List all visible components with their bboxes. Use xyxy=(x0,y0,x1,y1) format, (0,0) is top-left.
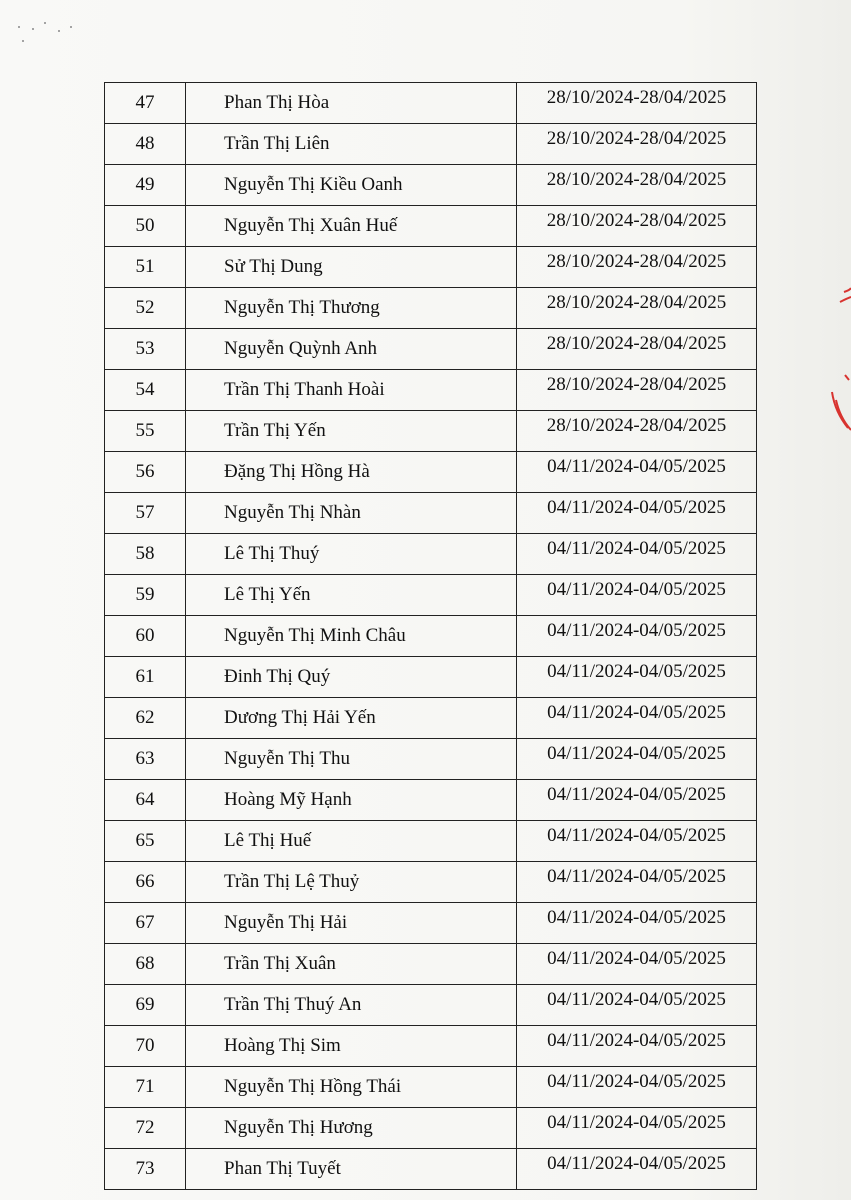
person-name: Phan Thị Tuyết xyxy=(186,1149,517,1190)
employment-period: 04/11/2024-04/05/2025 xyxy=(517,821,757,862)
person-name: Nguyễn Thị Thu xyxy=(186,739,517,780)
employment-period: 28/10/2024-28/04/2025 xyxy=(517,124,757,165)
row-number: 72 xyxy=(105,1108,186,1149)
table-row xyxy=(105,698,757,739)
row-number: 56 xyxy=(105,452,186,493)
employment-period: 04/11/2024-04/05/2025 xyxy=(517,1026,757,1067)
person-name: Trần Thị Thanh Hoài xyxy=(186,370,517,411)
person-name: Nguyễn Thị Xuân Huế xyxy=(186,206,517,247)
table-row xyxy=(105,165,757,206)
row-number: 65 xyxy=(105,821,186,862)
table-row xyxy=(105,534,757,575)
person-name: Trần Thị Liên xyxy=(186,124,517,165)
row-number: 68 xyxy=(105,944,186,985)
person-name: Trần Thị Xuân xyxy=(186,944,517,985)
person-name: Hoàng Thị Sim xyxy=(186,1026,517,1067)
person-name: Phan Thị Hòa xyxy=(186,83,517,124)
person-name: Trần Thị Lệ Thuỷ xyxy=(186,862,517,903)
person-name: Nguyễn Thị Hải xyxy=(186,903,517,944)
row-number: 57 xyxy=(105,493,186,534)
employment-period: 28/10/2024-28/04/2025 xyxy=(517,247,757,288)
employment-period: 28/10/2024-28/04/2025 xyxy=(517,411,757,452)
person-name: Nguyễn Thị Hồng Thái xyxy=(186,1067,517,1108)
employment-period: 04/11/2024-04/05/2025 xyxy=(517,985,757,1026)
table-row xyxy=(105,944,757,985)
table-row xyxy=(105,124,757,165)
employment-period: 04/11/2024-04/05/2025 xyxy=(517,616,757,657)
row-number: 67 xyxy=(105,903,186,944)
table-row xyxy=(105,821,757,862)
row-number: 59 xyxy=(105,575,186,616)
row-number: 66 xyxy=(105,862,186,903)
person-name: Lê Thị Yến xyxy=(186,575,517,616)
row-number: 47 xyxy=(105,83,186,124)
scan-specks xyxy=(14,20,84,50)
row-number: 63 xyxy=(105,739,186,780)
table-row xyxy=(105,493,757,534)
person-name: Sử Thị Dung xyxy=(186,247,517,288)
person-name: Trần Thị Yến xyxy=(186,411,517,452)
roster-body xyxy=(105,83,757,1190)
employment-period: 04/11/2024-04/05/2025 xyxy=(517,1067,757,1108)
employment-period: 04/11/2024-04/05/2025 xyxy=(517,698,757,739)
table-row xyxy=(105,780,757,821)
table-row xyxy=(105,739,757,780)
employment-period: 04/11/2024-04/05/2025 xyxy=(517,1149,757,1190)
employment-period: 28/10/2024-28/04/2025 xyxy=(517,165,757,206)
table-row xyxy=(105,288,757,329)
employment-period: 28/10/2024-28/04/2025 xyxy=(517,83,757,124)
row-number: 48 xyxy=(105,124,186,165)
person-name: Lê Thị Huế xyxy=(186,821,517,862)
person-name: Nguyễn Thị Kiều Oanh xyxy=(186,165,517,206)
person-name: Nguyễn Quỳnh Anh xyxy=(186,329,517,370)
person-name: Nguyễn Thị Hương xyxy=(186,1108,517,1149)
table-row xyxy=(105,1026,757,1067)
person-name: Nguyễn Thị Nhàn xyxy=(186,493,517,534)
employment-period: 04/11/2024-04/05/2025 xyxy=(517,780,757,821)
person-name: Trần Thị Thuý An xyxy=(186,985,517,1026)
row-number: 58 xyxy=(105,534,186,575)
row-number: 54 xyxy=(105,370,186,411)
row-number: 53 xyxy=(105,329,186,370)
row-number: 64 xyxy=(105,780,186,821)
table-row xyxy=(105,1067,757,1108)
employment-period: 04/11/2024-04/05/2025 xyxy=(517,862,757,903)
employment-period: 04/11/2024-04/05/2025 xyxy=(517,534,757,575)
row-number: 52 xyxy=(105,288,186,329)
employment-period: 04/11/2024-04/05/2025 xyxy=(517,1108,757,1149)
employment-period: 04/11/2024-04/05/2025 xyxy=(517,657,757,698)
red-seal-fragment xyxy=(826,280,851,440)
person-name: Đinh Thị Quý xyxy=(186,657,517,698)
roster-table xyxy=(104,82,757,1190)
employment-period: 28/10/2024-28/04/2025 xyxy=(517,370,757,411)
employment-period: 28/10/2024-28/04/2025 xyxy=(517,206,757,247)
employment-period: 04/11/2024-04/05/2025 xyxy=(517,739,757,780)
table-row xyxy=(105,1108,757,1149)
row-number: 70 xyxy=(105,1026,186,1067)
table-row xyxy=(105,247,757,288)
person-name: Nguyễn Thị Thương xyxy=(186,288,517,329)
table-row xyxy=(105,411,757,452)
employment-period: 04/11/2024-04/05/2025 xyxy=(517,452,757,493)
employment-period: 04/11/2024-04/05/2025 xyxy=(517,575,757,616)
row-number: 49 xyxy=(105,165,186,206)
table-row xyxy=(105,985,757,1026)
employment-period: 04/11/2024-04/05/2025 xyxy=(517,944,757,985)
table-row xyxy=(105,83,757,124)
employment-period: 28/10/2024-28/04/2025 xyxy=(517,288,757,329)
table-row xyxy=(105,206,757,247)
employment-period: 04/11/2024-04/05/2025 xyxy=(517,903,757,944)
person-name: Lê Thị Thuý xyxy=(186,534,517,575)
table-row xyxy=(105,452,757,493)
table-row xyxy=(105,1149,757,1190)
row-number: 69 xyxy=(105,985,186,1026)
row-number: 62 xyxy=(105,698,186,739)
employment-period: 04/11/2024-04/05/2025 xyxy=(517,493,757,534)
row-number: 55 xyxy=(105,411,186,452)
person-name: Hoàng Mỹ Hạnh xyxy=(186,780,517,821)
row-number: 50 xyxy=(105,206,186,247)
table-row xyxy=(105,575,757,616)
person-name: Nguyễn Thị Minh Châu xyxy=(186,616,517,657)
row-number: 51 xyxy=(105,247,186,288)
table-row xyxy=(105,657,757,698)
table-row xyxy=(105,903,757,944)
table-row xyxy=(105,370,757,411)
person-name: Dương Thị Hải Yến xyxy=(186,698,517,739)
row-number: 71 xyxy=(105,1067,186,1108)
row-number: 60 xyxy=(105,616,186,657)
employment-period: 28/10/2024-28/04/2025 xyxy=(517,329,757,370)
table-row xyxy=(105,616,757,657)
table-row xyxy=(105,862,757,903)
row-number: 73 xyxy=(105,1149,186,1190)
person-name: Đặng Thị Hồng Hà xyxy=(186,452,517,493)
row-number: 61 xyxy=(105,657,186,698)
table-row xyxy=(105,329,757,370)
